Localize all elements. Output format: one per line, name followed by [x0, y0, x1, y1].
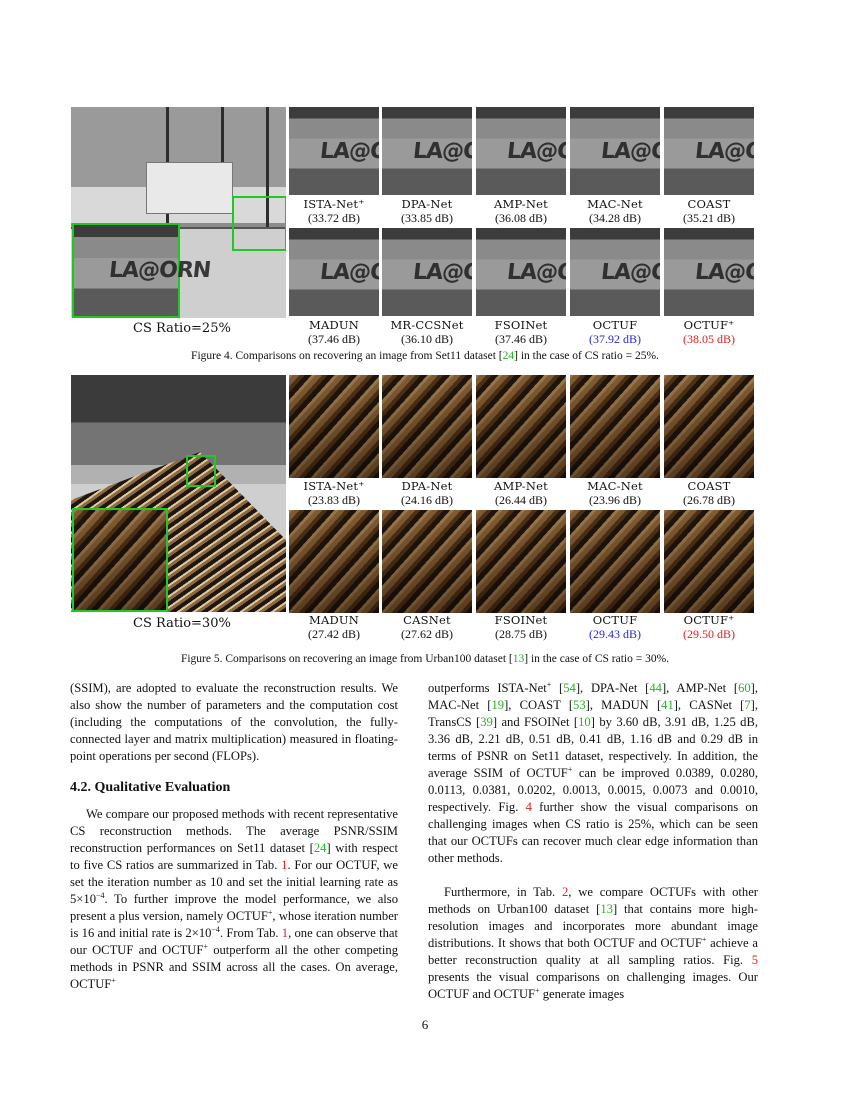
thumbnail: [289, 510, 379, 613]
paragraph: Furthermore, in Tab. 2, we compare OCTUFs with other methods on Urban100 dataset [13] that contains more high-resolution images and incorporates more abundant image distributions. It shows that both OCTUF and OCTUF+ achieve a better reconstruction quality at all sampling ratios. Fig. 5 presents the visual comparisons on challenging images. Our OCTUF and OCTUF+ generate images: [428, 885, 758, 1001]
method-caption: OCTUF (37.92 dB): [589, 318, 641, 346]
figure-4-main-image: [71, 107, 286, 318]
figure-5-main-image: [71, 375, 286, 612]
method-caption: CASNet (27.62 dB): [401, 613, 453, 641]
thumbnail: [570, 375, 660, 478]
figure-link[interactable]: 4: [525, 800, 532, 814]
thumbnail: [476, 510, 566, 613]
thumbnail: [382, 228, 472, 316]
citation-link[interactable]: 41: [661, 698, 674, 712]
method-caption: OCTUF⁺ (38.05 dB): [683, 318, 735, 346]
citation-link[interactable]: 44: [649, 681, 662, 695]
thumbnail: [289, 375, 379, 478]
thumbnail: [476, 375, 566, 478]
cs-ratio-label: CS Ratio=30%: [133, 616, 231, 631]
citation-link[interactable]: 7: [744, 698, 751, 712]
thumbnail: [570, 510, 660, 613]
left-column: [70, 680, 398, 993]
method-caption: AMP-Net (26.44 dB): [494, 479, 548, 507]
figure-5-caption: Figure 5. Comparisons on recovering an image from Urban100 dataset [13] in the case of CS ratio = 30%.: [180, 653, 670, 665]
figure-4-caption: Figure 4. Comparisons on recovering an image from Set11 dataset [24] in the case of CS ratio = 25%.: [191, 350, 659, 362]
method-caption: MAC-Net (34.28 dB): [587, 197, 643, 225]
thumbnail: [289, 228, 379, 316]
method-caption: ISTA-Net⁺ (33.72 dB): [303, 197, 365, 225]
thumbnail: [664, 510, 754, 613]
table-link[interactable]: 1: [281, 926, 289, 940]
thumbnail: [664, 228, 754, 316]
right-column: [428, 680, 758, 1003]
thumbnail: [289, 107, 379, 195]
method-caption: MR-CCSNet (36.10 dB): [390, 318, 464, 346]
table-link[interactable]: 2: [561, 885, 569, 899]
method-caption: FSOINet (37.46 dB): [494, 318, 548, 346]
citation-link[interactable]: 13: [600, 902, 613, 916]
citation-link[interactable]: 60: [738, 681, 751, 695]
table-link[interactable]: 1: [281, 858, 288, 872]
citation-link[interactable]: 10: [578, 715, 591, 729]
method-caption: MADUN (27.42 dB): [308, 613, 360, 641]
thumbnail: [382, 107, 472, 195]
zoom-inset: [72, 223, 180, 318]
method-caption: MAC-Net (23.96 dB): [587, 479, 643, 507]
method-caption: FSOINet (28.75 dB): [494, 613, 548, 641]
thumbnail: [570, 228, 660, 316]
zoom-inset: [72, 508, 168, 612]
method-caption: ISTA-Net⁺ (23.83 dB): [303, 479, 365, 507]
section-heading: 4.2. Qualitative Evaluation: [70, 780, 231, 795]
thumbnail: [664, 107, 754, 195]
method-caption: MADUN (37.46 dB): [308, 318, 360, 346]
zoom-region-box: [186, 455, 216, 487]
citation-link[interactable]: 13: [512, 653, 525, 665]
method-caption: DPA-Net (24.16 dB): [401, 479, 453, 507]
page-number: 6: [421, 1017, 429, 1032]
citation-link[interactable]: 54: [563, 681, 576, 695]
figure-link[interactable]: 5: [751, 953, 758, 967]
paragraph: (SSIM), are adopted to evaluate the reconstruction results. We also show the number of parameters and the computation cost (including the computations of the convolution, the fully-connected layer and matrix multiplication) measured in floating-point operations per second (FLOPs).: [70, 681, 398, 763]
thumbnail: [382, 375, 472, 478]
method-caption: OCTUF (29.43 dB): [589, 613, 641, 641]
thumbnail: [382, 510, 472, 613]
method-caption: AMP-Net (36.08 dB): [494, 197, 548, 225]
method-caption: DPA-Net (33.85 dB): [401, 197, 453, 225]
thumbnail: [570, 107, 660, 195]
cs-ratio-label: CS Ratio=25%: [133, 321, 231, 336]
zoom-region-box: [232, 196, 286, 251]
citation-link[interactable]: 19: [491, 698, 505, 712]
paragraph: We compare our proposed methods with recent representative CS reconstruction methods. The average PSNR/SSIM reconstruction performances on Set11 dataset [24] with respect to five CS ratios are summarized in Tab. 1. For our OCTUF, we set the iteration number as 10 and set the initial learning rate as $5\times 10^{-4}$. To further improve the model performance, we also present a plus version, namely OCTUF+, whose iteration number is 16 and initial rate is $2\times 10^{-4}$. From Tab. 1, one can observe that our OCTUF and OCTUF+ outperform all the other competing methods in PSNR and SSIM across all the cases. On average, OCTUF+: [70, 807, 399, 991]
paragraph: outperforms ISTA-Net+ [54], DPA-Net [44], AMP-Net [60], MAC-Net [19], COAST [53], MADUN [41], CASNet [7], TransCS [39] and FSOINet [10] by 3.60 dB, 3.91 dB, 1.25 dB, 3.36 dB, 2.21 dB, 0.51 dB, 0.41 dB, 1.16 dB and 0.29 dB in terms of PSNR on Set11 dataset, respectively. In addition, the average SSIM of OCTUF+ can be improved 0.0389, 0.0280, 0.0113, 0.0381, 0.0202, 0.0013, 0.0015, 0.0073 and 0.0010, respectively. Fig. 4 further show the visual comparisons on challenging images when CS ratio is 25%, which can be seen that our OCTUFs can recover much clear edge information than other methods.: [428, 679, 759, 865]
thumbnail: [664, 375, 754, 478]
citation-link[interactable]: 53: [573, 698, 586, 712]
citation-link[interactable]: 24: [502, 350, 515, 362]
thumbnail: [476, 107, 566, 195]
method-caption: OCTUF⁺ (29.50 dB): [683, 613, 735, 641]
method-caption: COAST (35.21 dB): [683, 197, 735, 225]
method-caption: COAST (26.78 dB): [683, 479, 735, 507]
thumbnail: [476, 228, 566, 316]
citation-link[interactable]: 39: [480, 715, 493, 729]
citation-link[interactable]: 24: [313, 841, 327, 855]
